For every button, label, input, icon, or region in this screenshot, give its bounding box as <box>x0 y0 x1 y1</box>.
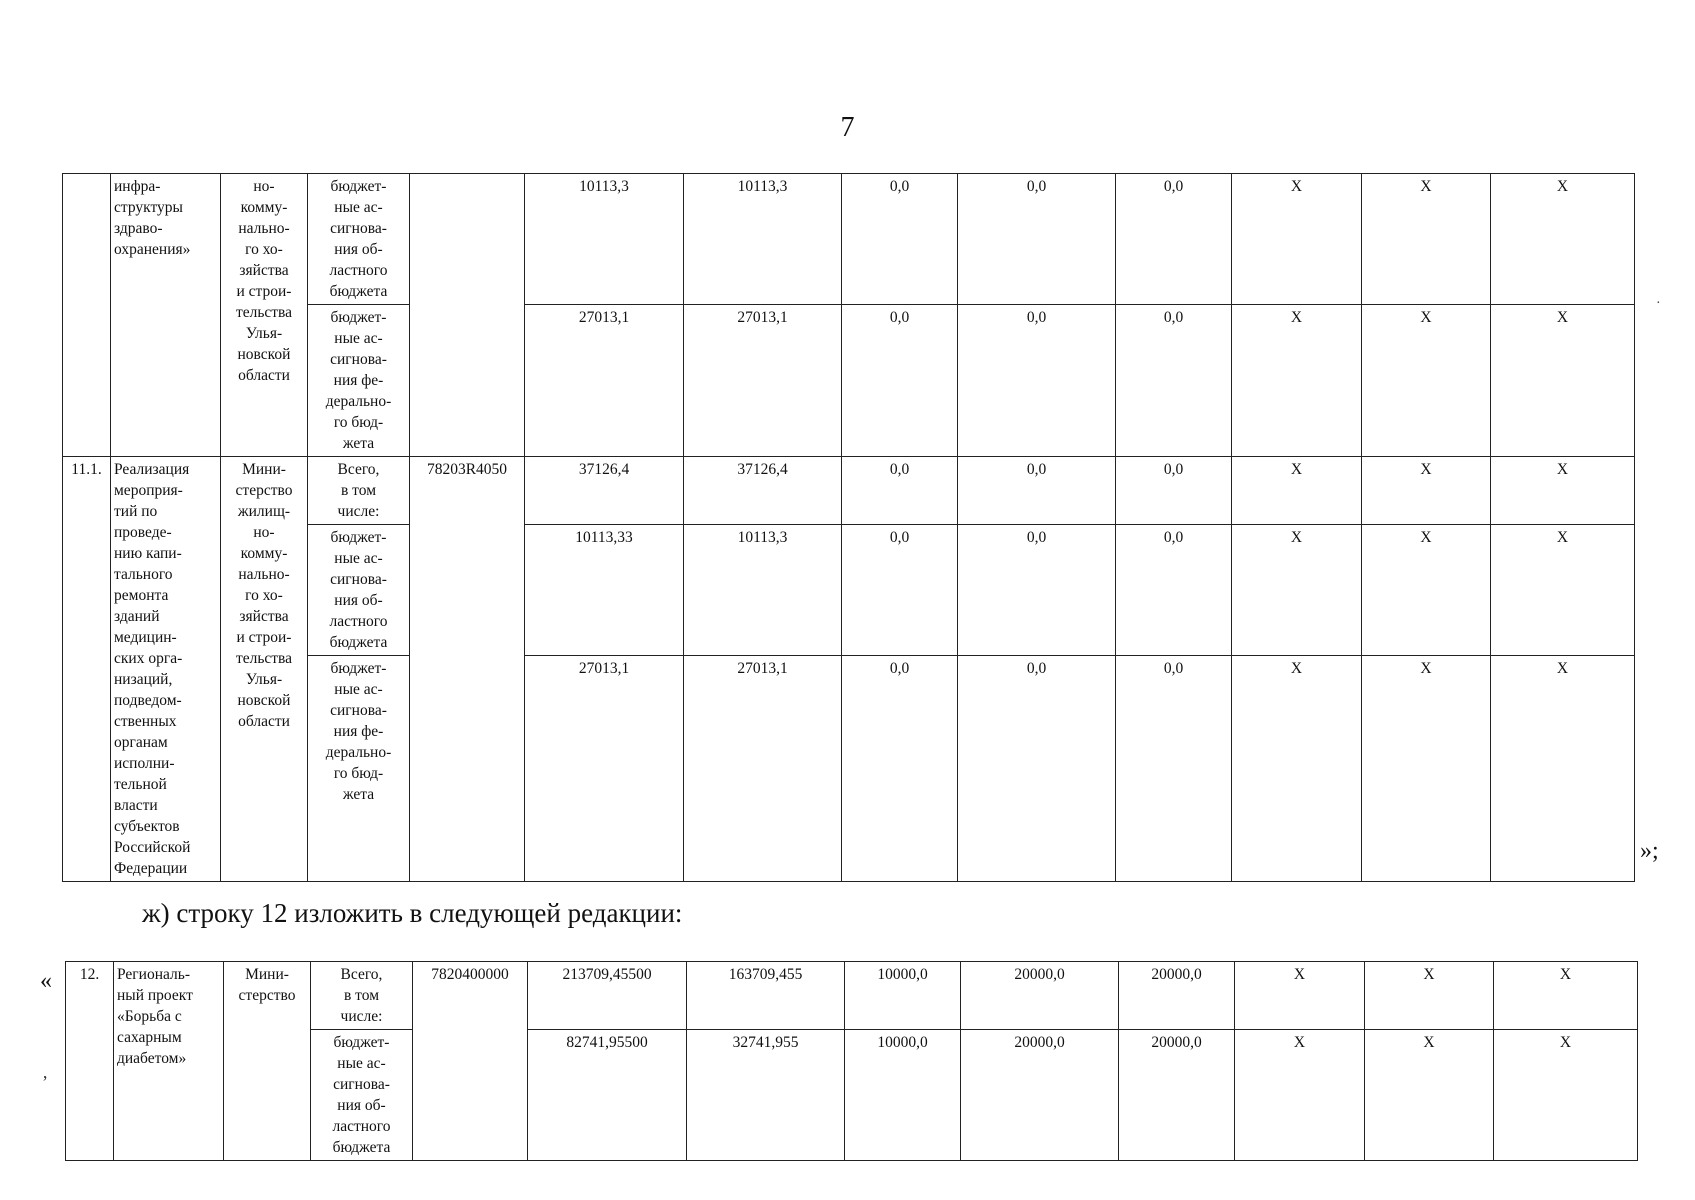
value-cell: 213709,45500 <box>528 962 687 1030</box>
value-cell: 20000,0 <box>961 1030 1119 1161</box>
value-cell: 82741,95500 <box>528 1030 687 1161</box>
value-cell: X <box>1365 962 1494 1030</box>
value-cell: 0,0 <box>958 174 1116 305</box>
value-cell: 0,0 <box>958 525 1116 656</box>
value-cell: 20000,0 <box>1119 1030 1235 1161</box>
executor-cell: Мини- стерство <box>224 962 311 1161</box>
value-cell: 27013,1 <box>684 656 842 882</box>
executor-cell: но- комму- нально- го хо- зяйства и строи- тельства Улья- новской области <box>221 174 308 457</box>
source-cell: бюджет- ные ас- сигнова- ния об- ластного бюджета <box>308 174 410 305</box>
source-cell: бюджет- ные ас- сигнова- ния фе- дерально- го бюд- жета <box>308 656 410 882</box>
source-cell: бюджет- ные ас- сигнова- ния об- ластного бюджета <box>311 1030 413 1161</box>
value-cell: 0,0 <box>1116 656 1232 882</box>
scan-mark: ’ <box>42 1072 48 1092</box>
amendment-caption: ж) строку 12 изложить в следующей редакции: <box>142 898 683 928</box>
number-cell: 12. <box>66 962 114 1161</box>
value-cell: X <box>1362 525 1491 656</box>
name-cell: инфра- структуры здраво- охранения» <box>111 174 221 457</box>
value-cell: X <box>1491 525 1635 656</box>
value-cell: X <box>1362 174 1491 305</box>
value-cell: 0,0 <box>842 457 958 525</box>
value-cell: 27013,1 <box>525 305 684 457</box>
value-cell: X <box>1362 457 1491 525</box>
table-row <box>66 962 1638 1030</box>
value-cell: 163709,455 <box>687 962 845 1030</box>
value-cell: 0,0 <box>1116 174 1232 305</box>
value-cell: 20000,0 <box>1119 962 1235 1030</box>
opening-quote: « <box>40 968 52 994</box>
value-cell: X <box>1235 1030 1365 1161</box>
value-cell: X <box>1491 174 1635 305</box>
code-cell: 7820400000 <box>413 962 528 1161</box>
value-cell: 0,0 <box>842 305 958 457</box>
value-cell: X <box>1365 1030 1494 1161</box>
source-cell: Всего, в том числе: <box>308 457 410 525</box>
value-cell: 0,0 <box>1116 525 1232 656</box>
value-cell: 10113,33 <box>525 525 684 656</box>
value-cell: 37126,4 <box>684 457 842 525</box>
code-cell: 78203R4050 <box>410 457 525 882</box>
value-cell: 27013,1 <box>525 656 684 882</box>
value-cell: X <box>1232 174 1362 305</box>
value-cell: X <box>1362 656 1491 882</box>
executor-cell: Мини- стерство жилищ- но- комму- нально- го хо- зяйства и строи- тельства Улья- новской области <box>221 457 308 882</box>
value-cell: X <box>1491 656 1635 882</box>
value-cell: X <box>1232 457 1362 525</box>
value-cell: 0,0 <box>1116 305 1232 457</box>
value-cell: X <box>1235 962 1365 1030</box>
value-cell: 0,0 <box>958 305 1116 457</box>
value-cell: X <box>1362 305 1491 457</box>
value-cell: 0,0 <box>958 656 1116 882</box>
closing-quote: »; <box>1640 838 1659 864</box>
value-cell: 10113,3 <box>684 174 842 305</box>
value-cell: X <box>1232 305 1362 457</box>
value-cell: X <box>1494 962 1638 1030</box>
value-cell: 10000,0 <box>845 1030 961 1161</box>
value-cell: X <box>1494 1030 1638 1161</box>
program-table-continuation <box>62 173 1635 882</box>
number-cell: 11.1. <box>63 457 111 882</box>
page-number: 7 <box>840 112 855 143</box>
value-cell: 10000,0 <box>845 962 961 1030</box>
scan-speck: · <box>1656 296 1661 311</box>
value-cell: 0,0 <box>842 656 958 882</box>
value-cell: 0,0 <box>1116 457 1232 525</box>
value-cell: 10113,3 <box>525 174 684 305</box>
name-cell: Реализация мероприя- тий по проведе- нию капи- тального ремонта зданий медицин- ских орга- низаций, подведом- ственных органам исполни- тельной власти субъектов Российской Федерации <box>111 457 221 882</box>
value-cell: X <box>1491 457 1635 525</box>
value-cell: 0,0 <box>842 174 958 305</box>
value-cell: X <box>1232 656 1362 882</box>
value-cell: 37126,4 <box>525 457 684 525</box>
value-cell: 10113,3 <box>684 525 842 656</box>
value-cell: 27013,1 <box>684 305 842 457</box>
value-cell: 0,0 <box>842 525 958 656</box>
source-cell: Всего, в том числе: <box>311 962 413 1030</box>
number-cell <box>63 174 111 457</box>
value-cell: 20000,0 <box>961 962 1119 1030</box>
value-cell: 0,0 <box>958 457 1116 525</box>
name-cell: Региональ- ный проект «Борьба с сахарным диабетом» <box>114 962 224 1161</box>
code-cell <box>410 174 525 457</box>
value-cell: X <box>1232 525 1362 656</box>
program-table-row-12 <box>65 961 1638 1161</box>
value-cell: 32741,955 <box>687 1030 845 1161</box>
source-cell: бюджет- ные ас- сигнова- ния об- ластного бюджета <box>308 525 410 656</box>
value-cell: X <box>1491 305 1635 457</box>
source-cell: бюджет- ные ас- сигнова- ния фе- дерально- го бюд- жета <box>308 305 410 457</box>
table-row <box>63 457 1635 525</box>
table-row <box>63 174 1635 305</box>
